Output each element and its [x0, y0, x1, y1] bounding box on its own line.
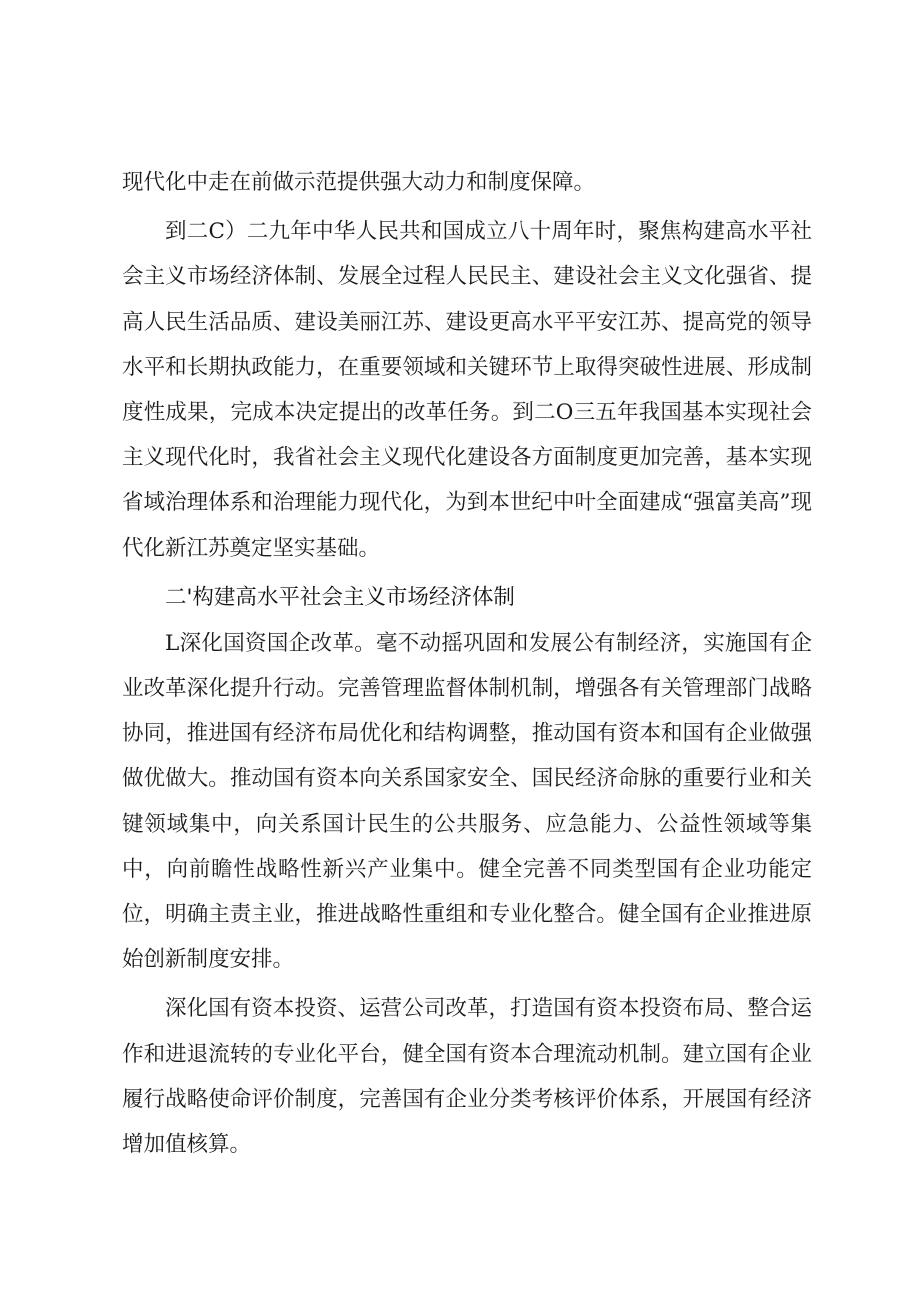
- paragraph-continuation: 现代化中走在前做示范提供强大动力和制度保障。: [122, 170, 596, 195]
- paragraph-soe-reform: L深化国资国企改革。毫不动摇巩固和发展公有制经济，实施国有企业改革深化提升行动。完善管理监督体制机制，增强各有关管理部门战略协同，推进国有经济布局优化和结构调整，推动国有资本和国有企业做强做优做大。推动国有资本向关系国家安全、国民经济命脉的重要行业和关键领域集中，向关系国计民生的公共服务、应急能力、公益性领域等集中，向前瞻性战略性新兴产业集中。健全完善不同类型国有企业功能定位，明确主责主业，推进战略性重组和专业化整合。健全国有企业推进原始创新制度安排。: [122, 630, 812, 973]
- paragraph-timeline-goals: 到二C）二九年中华人民共和国成立八十周年时，聚焦构建高水平社会主义市场经济体制、发展全过程人民民主、建设社会主义文化强省、提高人民生活品质、建设美丽江苏、建设更高水平平安江苏、提高党的领导水平和长期执政能力，在重要领域和关键环节上取得突破性进展、形成制度性成果，完成本决定提出的改革任务。到二O三五年我国基本实现社会主义现代化时，我省社会主义现代化建设各方面制度更加完善，基本实现省域治理体系和治理能力现代化，为到本世纪中叶全面建成“强富美高”现代化新江苏奠定坚实基础。: [122, 219, 812, 561]
- document-body: [122, 160, 812, 1167]
- paragraph-capital-investment: 深化国有资本投资、运营公司改革，打造国有资本投资布局、整合运作和进退流转的专业化平台，健全国有资本合理流动机制。建立国有企业履行战略使命评价制度，完善国有企业分类考核评价体系，开展国有经济增加值核算。: [122, 996, 812, 1158]
- section-heading: 二'构建高水平社会主义市场经济体制: [165, 584, 515, 610]
